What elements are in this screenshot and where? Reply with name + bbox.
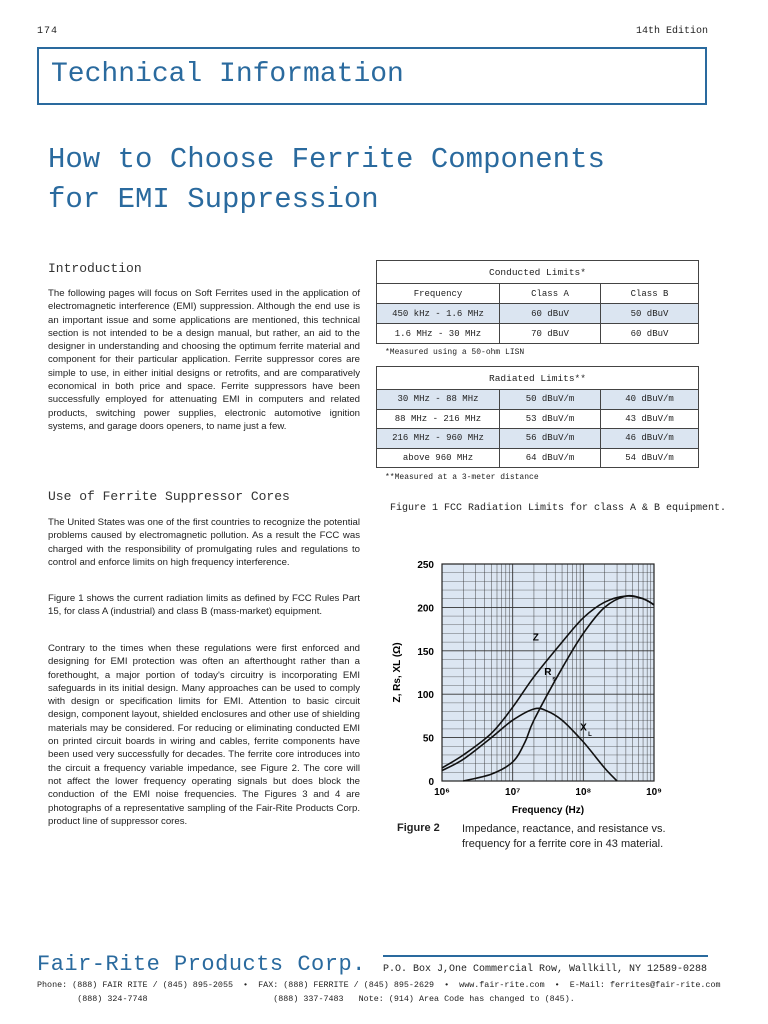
table-cell: 53 dBuV/m [500, 409, 601, 429]
impedance-chart [380, 552, 680, 817]
table-row [377, 324, 699, 344]
figure-2-caption [462, 822, 666, 852]
table-cell: 60 dBuV [500, 304, 601, 324]
company-name: Fair-Rite Products Corp. [37, 952, 366, 977]
use-paragraph-2: Figure 1 shows the current radiation limits as defined by FCC Rules Part 15, for class A (industrial) and class B (mass-market) equipment. [48, 593, 360, 618]
radiated-note: **Measured at a 3-meter distance [385, 473, 539, 482]
page-title-line-2: for EMI Suppression [48, 183, 379, 216]
table-row [377, 429, 699, 449]
use-heading: Use of Ferrite Suppressor Cores [48, 489, 290, 504]
table-cell: 60 dBuV [601, 324, 699, 344]
series-label-xl: X [580, 722, 587, 734]
section-banner [37, 47, 707, 105]
radiated-limits-table [376, 366, 699, 468]
x-axis-label: Frequency (Hz) [511, 805, 585, 816]
conducted-limits-table [376, 260, 699, 344]
conducted-header-class-a: Class A [500, 284, 601, 304]
figure-2-label: Figure 2 [397, 822, 440, 834]
x-tick-label: 10⁷ [505, 787, 521, 798]
y-tick-label: 50 [422, 733, 434, 745]
table-cell: 40 dBuV/m [601, 390, 699, 410]
x-tick-label: 10⁶ [434, 787, 450, 798]
table-cell: 450 kHz - 1.6 MHz [377, 304, 500, 324]
figure-2-caption-line-2: frequency for a ferrite core in 43 material. [462, 838, 664, 850]
conducted-header-frequency: Frequency [377, 284, 500, 304]
table-row [377, 409, 699, 429]
table-cell: 43 dBuV/m [601, 409, 699, 429]
footer-rule [383, 955, 708, 957]
contact-line-2: (888) 324-7748 (888) 337-7483 Note: (914) Area Code has changed to (845). [37, 994, 575, 1004]
conducted-caption: Conducted Limits* [377, 261, 699, 284]
table-cell: 30 MHz - 88 MHz [377, 390, 500, 410]
series-label-z: Z [532, 632, 539, 644]
y-tick-label: 250 [417, 560, 434, 571]
y-tick-label: 0 [428, 777, 434, 788]
table-row [377, 304, 699, 324]
table-cell: 50 dBuV [601, 304, 699, 324]
use-paragraph-1: The United States was one of the first countries to recognize the potential problems caused by electromagnetic pollution. As a result the FCC was charged with the responsibility of promulgating rules and regulations to control and enforce limits on high frequency interference. [48, 517, 360, 568]
y-tick-label: 150 [417, 646, 434, 658]
table-row [377, 390, 699, 410]
x-tick-label: 10⁹ [646, 787, 662, 798]
conducted-header-class-b: Class B [601, 284, 699, 304]
intro-paragraph: The following pages will focus on Soft Ferrites used in the application of electromagnetic interference (EMI) suppression. Although the end use is an important issue and some applications are mentioned, this technical section is not intended to be a design manual, but rather, an aid to the designer in understanding and choosing the optimum ferrite material and component for their particular application. Ferrite suppressor cores are simple to use, in either initial designs or retrofits, and are comparatively economical in both price and space. Ferrite suppressors have been successfully employed for attenuating EMI in computers and related products, switching power supplies, electronic automotive ignition systems, and garage doors openers, to name just a few. [48, 288, 360, 432]
figure-1-caption: Figure 1 FCC Radiation Limits for class A & B equipment. [390, 503, 727, 514]
series-label-xl-subscript: L [588, 731, 592, 738]
company-address: P.O. Box J,One Commercial Row, Wallkill, NY 12589-0288 [383, 964, 708, 975]
table-cell: 56 dBuV/m [500, 429, 601, 449]
table-cell: 70 dBuV [500, 324, 601, 344]
table-cell: 54 dBuV/m [601, 448, 699, 468]
intro-heading: Introduction [48, 261, 142, 276]
section-banner-title: Technical Information [51, 59, 404, 90]
page-number: 174 [37, 26, 59, 37]
table-cell: above 960 MHz [377, 448, 500, 468]
table-cell: 1.6 MHz - 30 MHz [377, 324, 500, 344]
use-paragraph-3: Contrary to the times when these regulations were first enforced and designing for EMI protection was often an afterthought rather than a forethought, a major portion of today's circuitry is incorporating EMI safeguards in its initial design. Many approaches can be used to comply with design or specification limits for EMI. Attention to basic circuit design, component layout, shielded enclosures and other use of shielding materials may be considered. For reducing or eliminating conducted EMI on printed circuit boards in wiring and cables, ferrite components have been used very successfully for decades. The ferrite core introduces into the circuit a frequency variable impedance, see Figure 2. The core will not affect the lower frequency operating signals but does block the conduction of the EMI noise frequencies. The Figures 3 and 4 are photographs of a representative sampling of the Fair-Rite Products Corp. product line of suppressor cores. [48, 643, 361, 827]
y-tick-label: 200 [417, 603, 434, 615]
radiated-caption: Radiated Limits** [377, 367, 699, 390]
figure-2-caption-line-1: Impedance, reactance, and resistance vs. [462, 823, 666, 835]
table-cell: 50 dBuV/m [500, 390, 601, 410]
table-row [377, 448, 699, 468]
contact-line-1: Phone: (888) FAIR RITE / (845) 895-2055 • FAX: (888) FERRITE / (845) 895-2629 • www.fair-rite.com • E-Mail: ferrites@fair-rite.com [37, 980, 721, 990]
table-cell: 216 MHz - 960 MHz [377, 429, 500, 449]
page-title-line-1: How to Choose Ferrite Components [48, 143, 605, 176]
x-tick-label: 10⁸ [575, 787, 592, 798]
table-cell: 46 dBuV/m [601, 429, 699, 449]
table-cell: 88 MHz - 216 MHz [377, 409, 500, 429]
edition-label: 14th Edition [635, 26, 708, 37]
series-label-rs: R [544, 667, 552, 679]
y-tick-label: 100 [417, 690, 434, 702]
table-cell: 64 dBuV/m [500, 448, 601, 468]
page-title [48, 140, 605, 220]
conducted-note: *Measured using a 50-ohm LISN [385, 348, 525, 357]
y-axis-label: Z, Rs, XL (Ω) [392, 642, 403, 703]
series-label-rs-subscript: s [552, 676, 556, 683]
